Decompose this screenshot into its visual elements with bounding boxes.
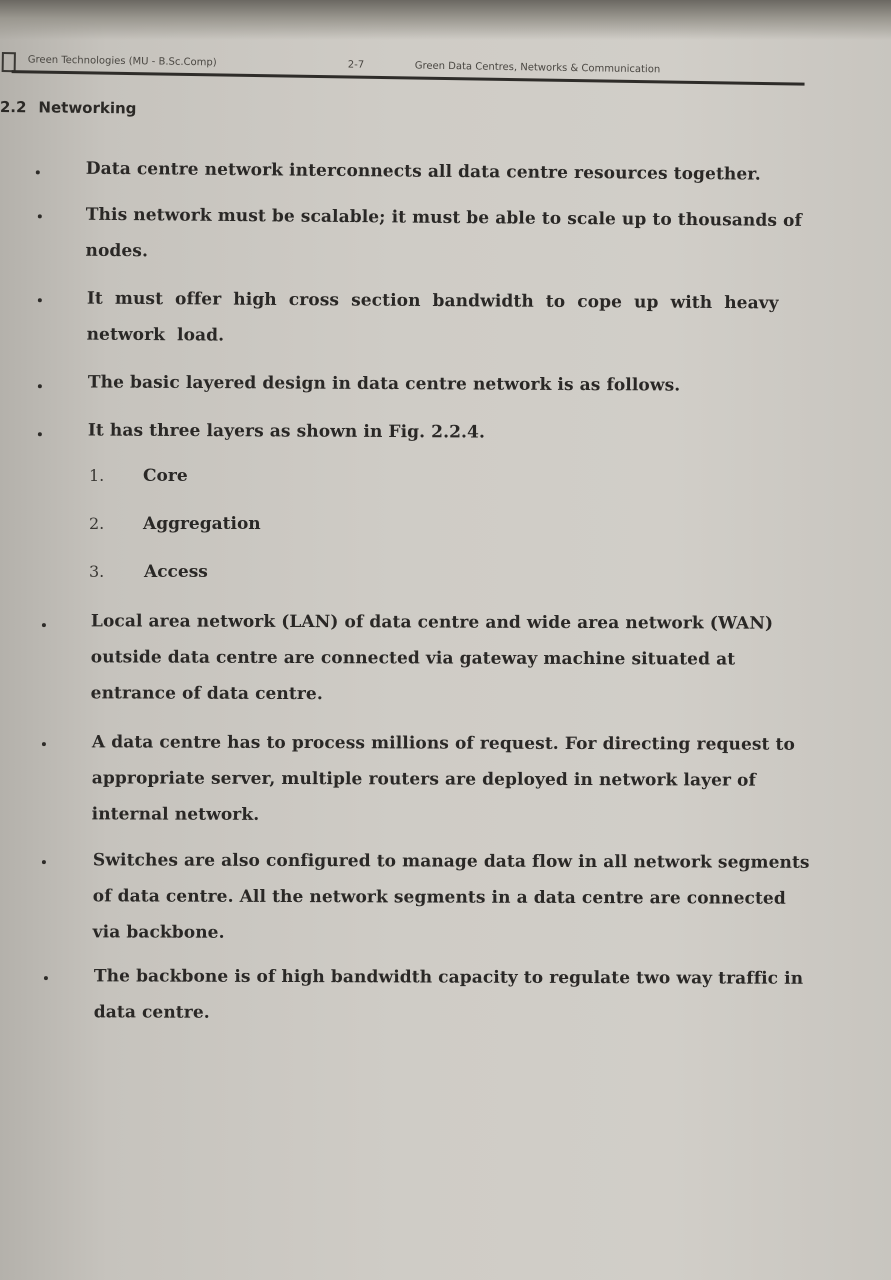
bullet-icon: [36, 170, 40, 174]
bullet-icon: [42, 742, 46, 746]
bullet-icon: [42, 623, 46, 627]
bullet-icon: [38, 214, 42, 218]
layer-label: Access: [144, 562, 208, 582]
bullet-text: Local area network (LAN) of data centre and wide area network (WAN) outside data centre are connected via gateway machine situated at entrance of data centre.: [90, 611, 774, 705]
layer-number: 3.: [89, 562, 105, 581]
bullet-text: Switches are also configured to manage data flow in all network segments of data centre. All the network segments in a data centre are connected via backbone.: [92, 850, 810, 943]
bullet-text: The basic layered design in data centre network is as follows.: [87, 372, 681, 396]
header-page-number: 2-7: [347, 59, 365, 71]
bullet-icon: [42, 860, 46, 864]
bullet-text: The backbone is of high bandwidth capacity to regulate two way traffic in data centre.: [93, 966, 804, 1023]
bullet-text: A data centre has to process millions of request. For directing request to appropriate server, multiple routers are deployed in network layer of internal network.: [91, 732, 795, 825]
bullet-text: It must offer high cross section bandwidth to cope up with heavy network load.: [86, 288, 779, 346]
layer-number: 2.: [89, 514, 105, 533]
layer-number: 1.: [89, 466, 105, 485]
bullet-text: Data centre network interconnects all data centre resources together.: [85, 158, 761, 185]
header-book-title: Green Technologies (MU - B.Sc.Comp): [27, 54, 217, 69]
section-title: Networking: [38, 98, 137, 118]
bullet-icon: [44, 976, 48, 980]
bullet-icon: [38, 384, 42, 388]
bullet-icon: [38, 432, 42, 436]
bullet-text: This network must be scalable; it must be able to scale up to thousands of nodes.: [85, 204, 803, 262]
section-number: 2.2: [0, 98, 27, 117]
bullet-icon: [38, 298, 42, 302]
layer-label: Aggregation: [143, 514, 261, 534]
header-chapter-title: Green Data Centres, Networks & Communication: [414, 60, 661, 76]
bullet-text: It has three layers as shown in Fig. 2.2.4.: [87, 420, 486, 443]
layer-label: Core: [143, 466, 188, 486]
